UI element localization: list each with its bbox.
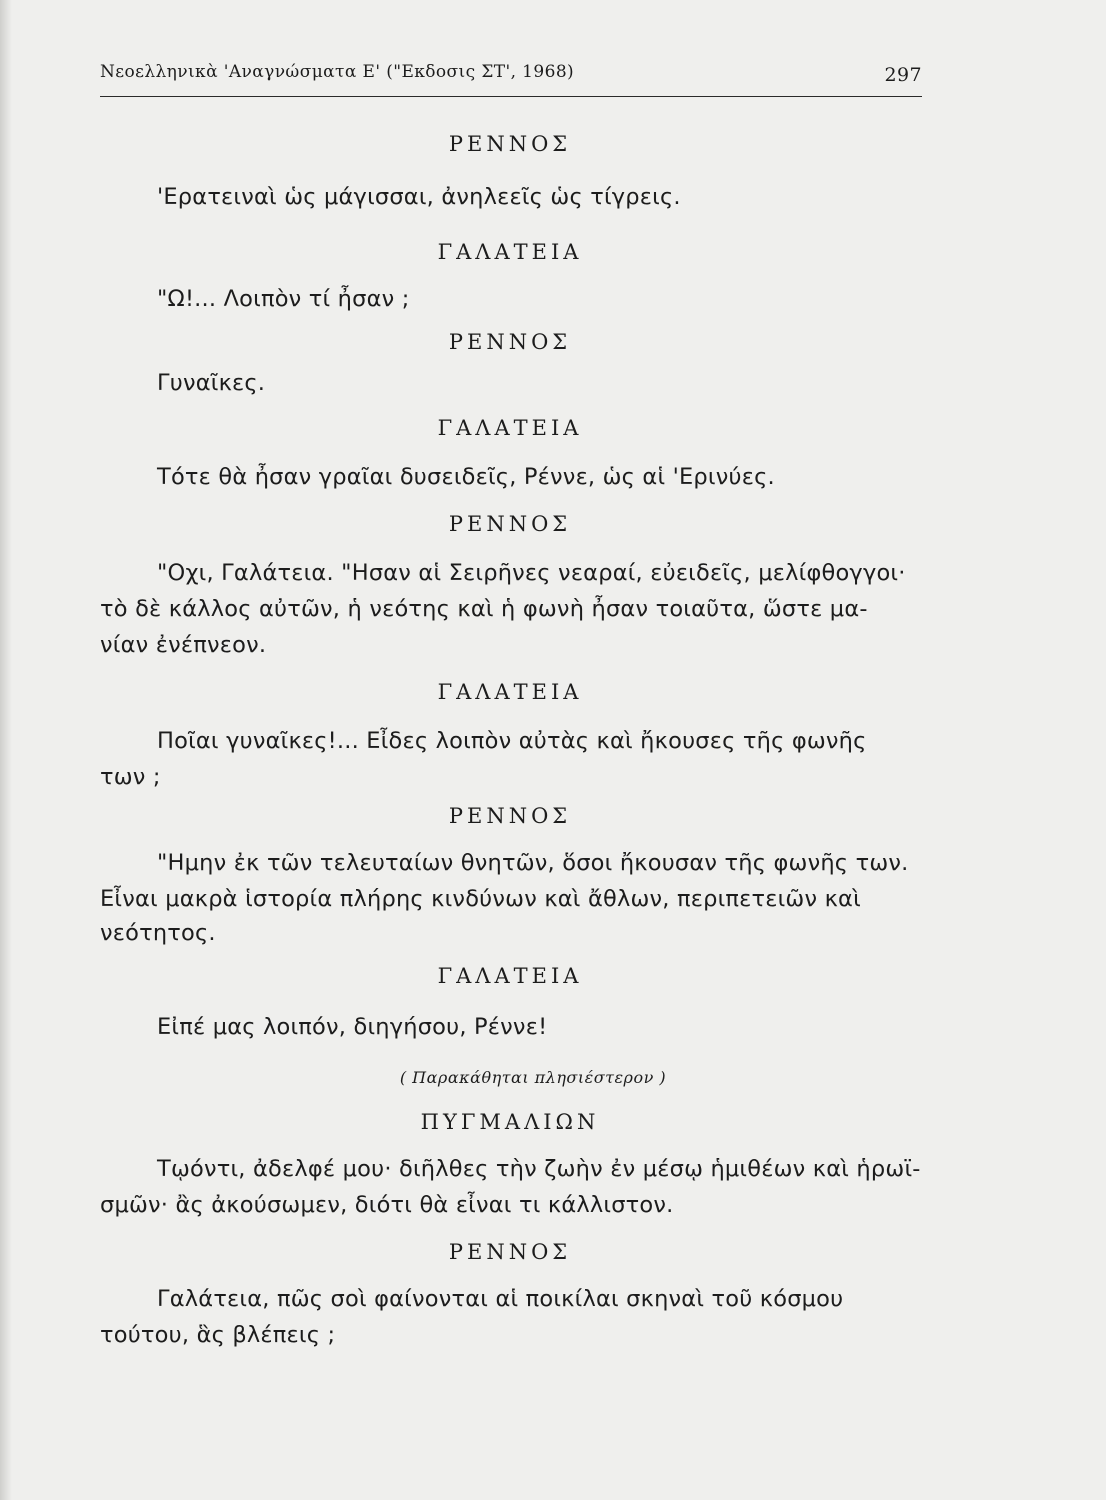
dialogue-line: νεότητος. (100, 920, 216, 946)
dialogue-line: Γαλάτεια, πῶς σοὶ φαίνονται αἱ ποικίλαι σκηναὶ τοῦ κόσμου (157, 1286, 844, 1312)
dialogue-line: Γυναῖκες. (157, 370, 266, 396)
dialogue-line: Εἰπέ μας λοιπόν, διηγήσου, Ρέννε! (157, 1014, 548, 1040)
dialogue-line: "Ω!... Λοιπὸν τί ἦσαν ; (157, 286, 410, 312)
header-rule (100, 96, 922, 97)
dialogue-line: σμῶν· ἂς ἀκούσωμεν, διότι θὰ εἶναι τι κάλλιστον. (100, 1192, 674, 1218)
dialogue-line: Τῳόντι, ἀδελφέ μου· διῆλθες τὴν ζωὴν ἐν μέσῳ ἡμιθέων καὶ ἡρωϊ- (157, 1156, 921, 1182)
dialogue-line: "Οχι, Γαλάτεια. "Ησαν αἱ Σειρῆνες νεαραί, εὐειδεῖς, μελίφθογγοι· (157, 560, 906, 586)
speaker-name: ΓΑΛΑΤΕΙΑ (437, 240, 583, 264)
dialogue-line: των ; (100, 764, 161, 790)
speaker-name: ΡΕΝΝΟΣ (448, 804, 572, 828)
dialogue-line: Ποῖαι γυναῖκες!... Εἶδες λοιπὸν αὐτὰς καὶ ἤκουσες τῆς φωνῆς (157, 728, 867, 754)
speaker-name: ΡΕΝΝΟΣ (448, 330, 572, 354)
running-title: Νεοελληνικὰ 'Αναγνώσματα Ε' ("Εκδοσις ΣΤ', 1968) (100, 62, 575, 82)
running-header (100, 58, 922, 88)
speaker-name: ΓΑΛΑΤΕΙΑ (437, 680, 583, 704)
speaker-name: ΡΕΝΝΟΣ (448, 132, 572, 156)
stage-direction: ( Παρακάθηται πλησιέστερον ) (399, 1068, 667, 1087)
speaker-name: ΡΕΝΝΟΣ (448, 1240, 572, 1264)
dialogue-line: Τότε θὰ ἦσαν γραῖαι δυσειδεῖς, Ρέννε, ὡς αἱ 'Ερινύες. (157, 464, 775, 490)
dialogue-line: τὸ δὲ κάλλος αὐτῶν, ἡ νεότης καὶ ἡ φωνὴ ἦσαν τοιαῦτα, ὥστε μα- (100, 596, 868, 622)
dialogue-line: τούτου, ἃς βλέπεις ; (100, 1322, 336, 1348)
dialogue-line: νίαν ἐνέπνεον. (100, 632, 267, 658)
speaker-name: ΡΕΝΝΟΣ (448, 512, 572, 536)
speaker-name: ΓΑΛΑΤΕΙΑ (437, 416, 583, 440)
speaker-name: ΠΥΓΜΑΛΙΩΝ (420, 1110, 600, 1134)
speaker-name: ΓΑΛΑΤΕΙΑ (437, 964, 583, 988)
dialogue-line: "Ημην ἐκ τῶν τελευταίων θνητῶν, ὅσοι ἤκουσαν τῆς φωνῆς των. (157, 850, 909, 876)
page-number: 297 (884, 64, 922, 86)
dialogue-line: Εἶναι μακρὰ ἱστορία πλήρης κινδύνων καὶ ἄθλων, περιπετειῶν καὶ (100, 886, 861, 912)
dialogue-line: 'Ερατειναὶ ὡς μάγισσαι, ἀνηλεεῖς ὡς τίγρεις. (157, 184, 681, 210)
